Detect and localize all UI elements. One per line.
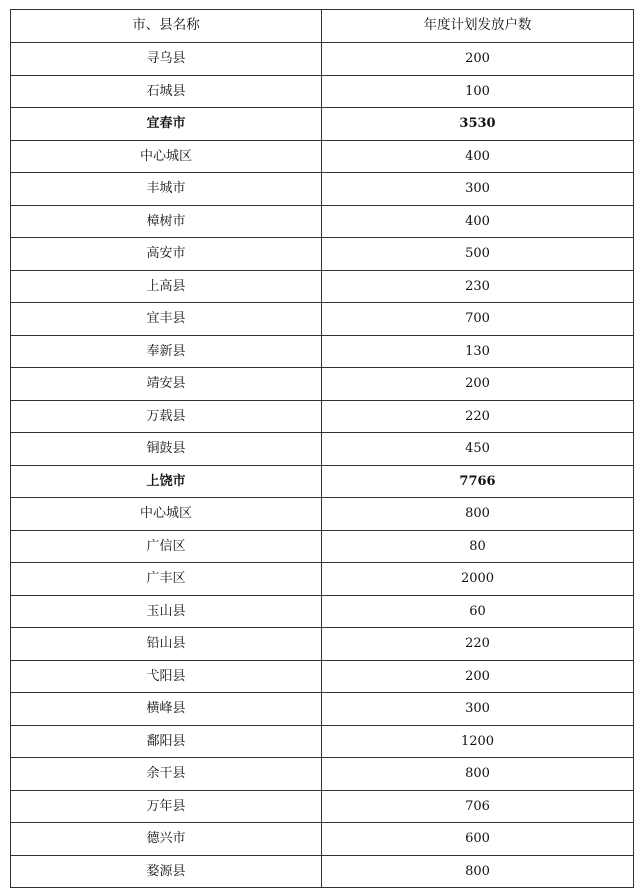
- table-row: [11, 595, 634, 628]
- table-row: [11, 43, 634, 76]
- region-name-cell: 铜鼓县: [11, 433, 322, 466]
- table-row: [11, 660, 634, 693]
- household-count-cell: 220: [322, 400, 634, 433]
- table-row: [11, 108, 634, 141]
- region-name-cell: 万年县: [11, 790, 322, 823]
- table-row: [11, 530, 634, 563]
- table-row: [11, 303, 634, 336]
- table-header: [11, 10, 634, 43]
- table-row: [11, 140, 634, 173]
- table-row: [11, 563, 634, 596]
- household-count-cell: 60: [322, 595, 634, 628]
- region-name-cell: 婺源县: [11, 855, 322, 888]
- region-name-cell: 鄱阳县: [11, 725, 322, 758]
- household-count-cell: 2000: [322, 563, 634, 596]
- household-count-cell: 600: [322, 823, 634, 856]
- household-count-cell: 220: [322, 628, 634, 661]
- household-count-cell: 700: [322, 303, 634, 336]
- household-count-cell: 3530: [322, 108, 634, 141]
- region-name-cell: 铅山县: [11, 628, 322, 661]
- household-count-cell: 200: [322, 368, 634, 401]
- table-row: [11, 205, 634, 238]
- household-count-cell: 130: [322, 335, 634, 368]
- table-row: [11, 790, 634, 823]
- region-name-cell: 上高县: [11, 270, 322, 303]
- household-count-cell: 7766: [322, 465, 634, 498]
- table-row: [11, 855, 634, 888]
- region-name-cell: 中心城区: [11, 498, 322, 531]
- region-name-cell: 奉新县: [11, 335, 322, 368]
- household-count-cell: 450: [322, 433, 634, 466]
- table-row: [11, 725, 634, 758]
- table-row: [11, 498, 634, 531]
- table-body: [11, 43, 634, 888]
- household-count-cell: 400: [322, 205, 634, 238]
- region-name-cell: 樟树市: [11, 205, 322, 238]
- allocation-table: [10, 9, 634, 888]
- table-row: [11, 465, 634, 498]
- region-name-cell: 靖安县: [11, 368, 322, 401]
- table-row: [11, 238, 634, 271]
- region-name-cell: 玉山县: [11, 595, 322, 628]
- table-row: [11, 693, 634, 726]
- table-row: [11, 433, 634, 466]
- household-count-cell: 200: [322, 660, 634, 693]
- table-row: [11, 173, 634, 206]
- region-name-cell: 寻乌县: [11, 43, 322, 76]
- household-count-cell: 300: [322, 693, 634, 726]
- household-count-cell: 400: [322, 140, 634, 173]
- household-count-cell: 800: [322, 498, 634, 531]
- table-row: [11, 368, 634, 401]
- region-name-cell: 高安市: [11, 238, 322, 271]
- household-count-cell: 100: [322, 75, 634, 108]
- region-name-cell: 弋阳县: [11, 660, 322, 693]
- table-row: [11, 270, 634, 303]
- table-row: [11, 335, 634, 368]
- household-count-cell: 300: [322, 173, 634, 206]
- region-name-cell: 宜春市: [11, 108, 322, 141]
- header-annual-planned-households: 年度计划发放户数: [322, 10, 634, 43]
- table-row: [11, 823, 634, 856]
- region-name-cell: 石城县: [11, 75, 322, 108]
- table-row: [11, 400, 634, 433]
- region-name-cell: 广丰区: [11, 563, 322, 596]
- household-count-cell: 706: [322, 790, 634, 823]
- household-count-cell: 800: [322, 855, 634, 888]
- household-count-cell: 1200: [322, 725, 634, 758]
- region-name-cell: 余干县: [11, 758, 322, 791]
- region-name-cell: 广信区: [11, 530, 322, 563]
- household-count-cell: 500: [322, 238, 634, 271]
- household-count-cell: 230: [322, 270, 634, 303]
- household-count-cell: 800: [322, 758, 634, 791]
- household-count-cell: 200: [322, 43, 634, 76]
- region-name-cell: 上饶市: [11, 465, 322, 498]
- region-name-cell: 万载县: [11, 400, 322, 433]
- household-count-cell: 80: [322, 530, 634, 563]
- region-name-cell: 德兴市: [11, 823, 322, 856]
- region-name-cell: 宜丰县: [11, 303, 322, 336]
- table-row: [11, 75, 634, 108]
- region-name-cell: 中心城区: [11, 140, 322, 173]
- header-row: [11, 10, 634, 43]
- table-row: [11, 758, 634, 791]
- region-name-cell: 丰城市: [11, 173, 322, 206]
- region-name-cell: 横峰县: [11, 693, 322, 726]
- table-row: [11, 628, 634, 661]
- header-city-county-name: 市、县名称: [11, 10, 322, 43]
